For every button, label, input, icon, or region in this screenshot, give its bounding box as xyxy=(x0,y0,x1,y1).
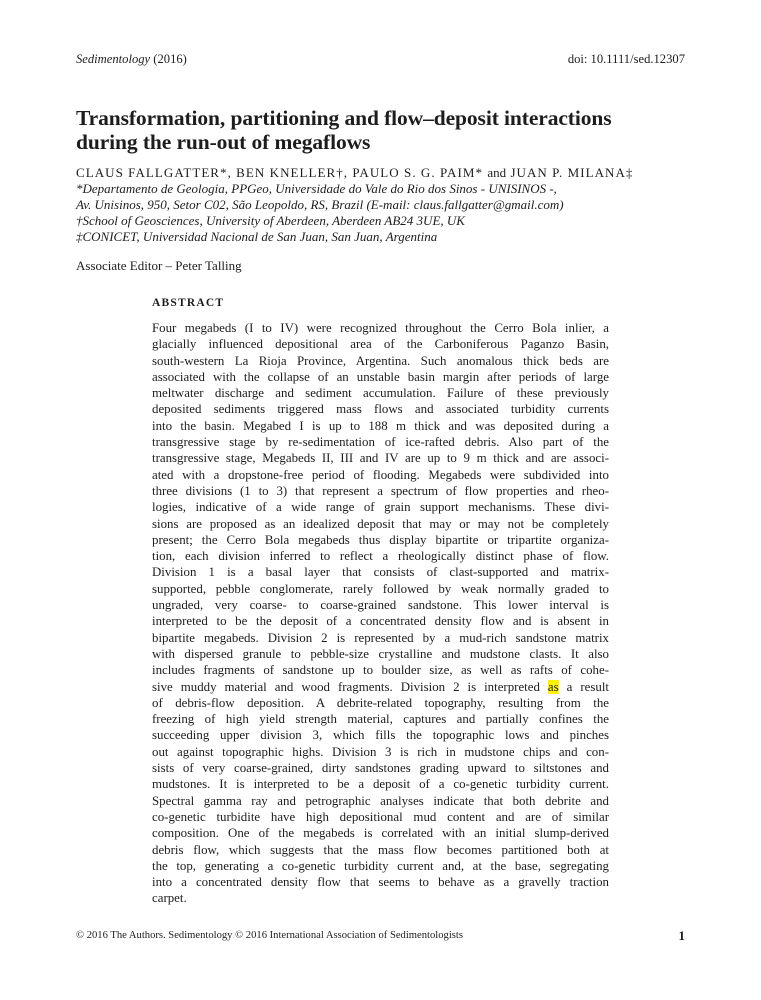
doi-link[interactable]: doi: 10.1111/sed.12307 xyxy=(567,52,685,66)
abstract-line: ated with a dropstone-free period of flooding. Megabeds were subdivided into xyxy=(152,467,609,482)
highlighted-word[interactable]: as xyxy=(547,679,559,694)
journal-name: Sedimentology xyxy=(76,52,151,66)
abstract-line: logies, indicative of a wide range of grain support mechanisms. These divi- xyxy=(152,500,609,515)
abstract-line: deposited sediments triggered mass flows and associated turbidity currents xyxy=(152,402,609,417)
abstract-line: into a concentrated density flow that seems to behave as a gravelly traction xyxy=(152,875,609,890)
affiliation-3: †School of Geosciences, University of Aberdeen, Aberdeen AB24 3UE, UK xyxy=(76,213,465,228)
abstract-line: composition. One of the megabeds is correlated with an initial slump-derived xyxy=(152,826,609,841)
affiliation-1: *Departamento de Geologia, PPGeo, Universidade do Vale do Rio dos Sinos - UNISINOS -, xyxy=(76,181,557,196)
abstract-line: sists of very coarse-grained, dirty sandstones grading upward to siltstones and xyxy=(152,761,609,776)
authors-main: CLAUS FALLGATTER*, BEN KNELLER†, PAULO S. G. PAIM* xyxy=(76,165,484,180)
abstract-line: three divisions (1 to 3) that represent a spectrum of flow properties and rheo- xyxy=(152,483,609,498)
abstract-line: present; the Cerro Bola megabeds thus display bipartite or tripartite organiza- xyxy=(152,532,609,547)
abstract-line: carpet. xyxy=(152,891,187,906)
abstract-line: tion, each division inferred to reflect a rheologically distinct phase of flow. xyxy=(152,549,609,564)
abstract-line: debris flow, which suggests that the mass flow becomes partitioned both at xyxy=(152,842,609,857)
abstract-line: the top, generating a co-genetic turbidity current and, at the base, segregating xyxy=(152,858,609,873)
abstract-line: succeeding upper division 3, which fills the topographic lows and pinches xyxy=(152,728,609,743)
abstract-line-after-highlight: a result xyxy=(566,679,609,694)
abstract-line: Division 1 is a basal layer that consists of clast-supported and matrix- xyxy=(152,565,609,580)
abstract-line: glacially influenced depositional area of the Carboniferous Paganzo Basin, xyxy=(152,337,609,352)
abstract-line: transgressive stage by re-sedimentation of ice-rafted debris. Also part of the xyxy=(152,435,609,450)
abstract-line: bipartite megabeds. Division 2 is represented by a mud-rich sandstone matrix xyxy=(152,630,609,645)
abstract-line: Spectral gamma ray and petrographic analyses indicate that both debrite and xyxy=(152,793,609,808)
journal-year: (2016) xyxy=(150,52,187,66)
title-line-1: Transformation, partitioning and flow–deposit interactions xyxy=(76,106,612,130)
copyright-notice: © 2016 The Authors. Sedimentology © 2016 International Association of Sedimentologists xyxy=(76,930,463,941)
affiliation-4: ‡CONICET, Universidad Nacional de San Juan, San Juan, Argentina xyxy=(76,229,438,244)
abstract-heading: ABSTRACT xyxy=(152,297,225,309)
article-title xyxy=(76,106,696,154)
abstract-line-before-highlight: sive muddy material and wood fragments. Division 2 is interpreted xyxy=(152,679,540,694)
page-footer xyxy=(76,928,685,944)
title-line-2: during the run-out of megaflows xyxy=(76,130,371,154)
authors-last: JUAN P. MILANA‡ xyxy=(510,165,634,180)
abstract-line: mudstones. It is interpreted to be a deposit of a co-genetic turbidity current. xyxy=(152,777,609,792)
abstract-line: associated with the collapse of an unstable basin margin after periods of large xyxy=(152,369,609,384)
abstract-line: interpreted to be the deposit of a concentrated density flow and is absent in xyxy=(152,614,609,629)
associate-editor: Associate Editor – Peter Talling xyxy=(76,258,242,273)
abstract-line: freezing of high yield strength material, captures and partially confines the xyxy=(152,712,609,727)
page-number: 1 xyxy=(678,928,685,943)
abstract-line: co-genetic turbidite have high depositional mud content and are of similar xyxy=(152,809,609,824)
running-header xyxy=(76,52,685,70)
abstract-line: supported, pebble conglomerate, rarely followed by weak normally graded to xyxy=(152,581,609,596)
abstract-body xyxy=(152,320,609,907)
abstract-line: south-western La Rioja Province, Argentina. Such anomalous thick beds are xyxy=(152,353,609,368)
abstract-line: out against topographic highs. Division 3 is rich in mudstone chips and con- xyxy=(152,744,609,759)
abstract-line: meltwater discharge and sediment accumulation. Failure of these previously xyxy=(152,386,609,401)
abstract-line: of debris-flow deposition. A debrite-related topography, resulting from the xyxy=(152,695,609,710)
abstract-line: transgressive stage, Megabeds II, III and IV are up to 9 m thick and are associ- xyxy=(152,451,609,466)
abstract-line: into the basin. Megabed I is up to 188 m thick and was deposited during a xyxy=(152,418,609,433)
author-list xyxy=(76,165,696,181)
abstract-line: Four megabeds (I to IV) were recognized throughout the Cerro Bola inlier, a xyxy=(152,321,609,335)
authors-and: and xyxy=(487,165,507,180)
abstract-line: ungraded, very coarse- to coarse-grained sandstone. This lower interval is xyxy=(152,598,609,613)
abstract-line: with dispersed granule to pebble-size crystalline and mudstone clasts. It also xyxy=(152,646,609,661)
abstract-line: sions are proposed as an idealized deposit that may or may not be completely xyxy=(152,516,609,531)
journal-citation xyxy=(76,52,187,67)
affiliation-2: Av. Unisinos, 950, Setor C02, São Leopoldo, RS, Brazil (E-mail: claus.fallgatter@gmail.com) xyxy=(76,197,564,212)
abstract-line xyxy=(152,679,609,695)
abstract-line: includes fragments of sandstone up to boulder size, as well as rafts of cohe- xyxy=(152,663,609,678)
